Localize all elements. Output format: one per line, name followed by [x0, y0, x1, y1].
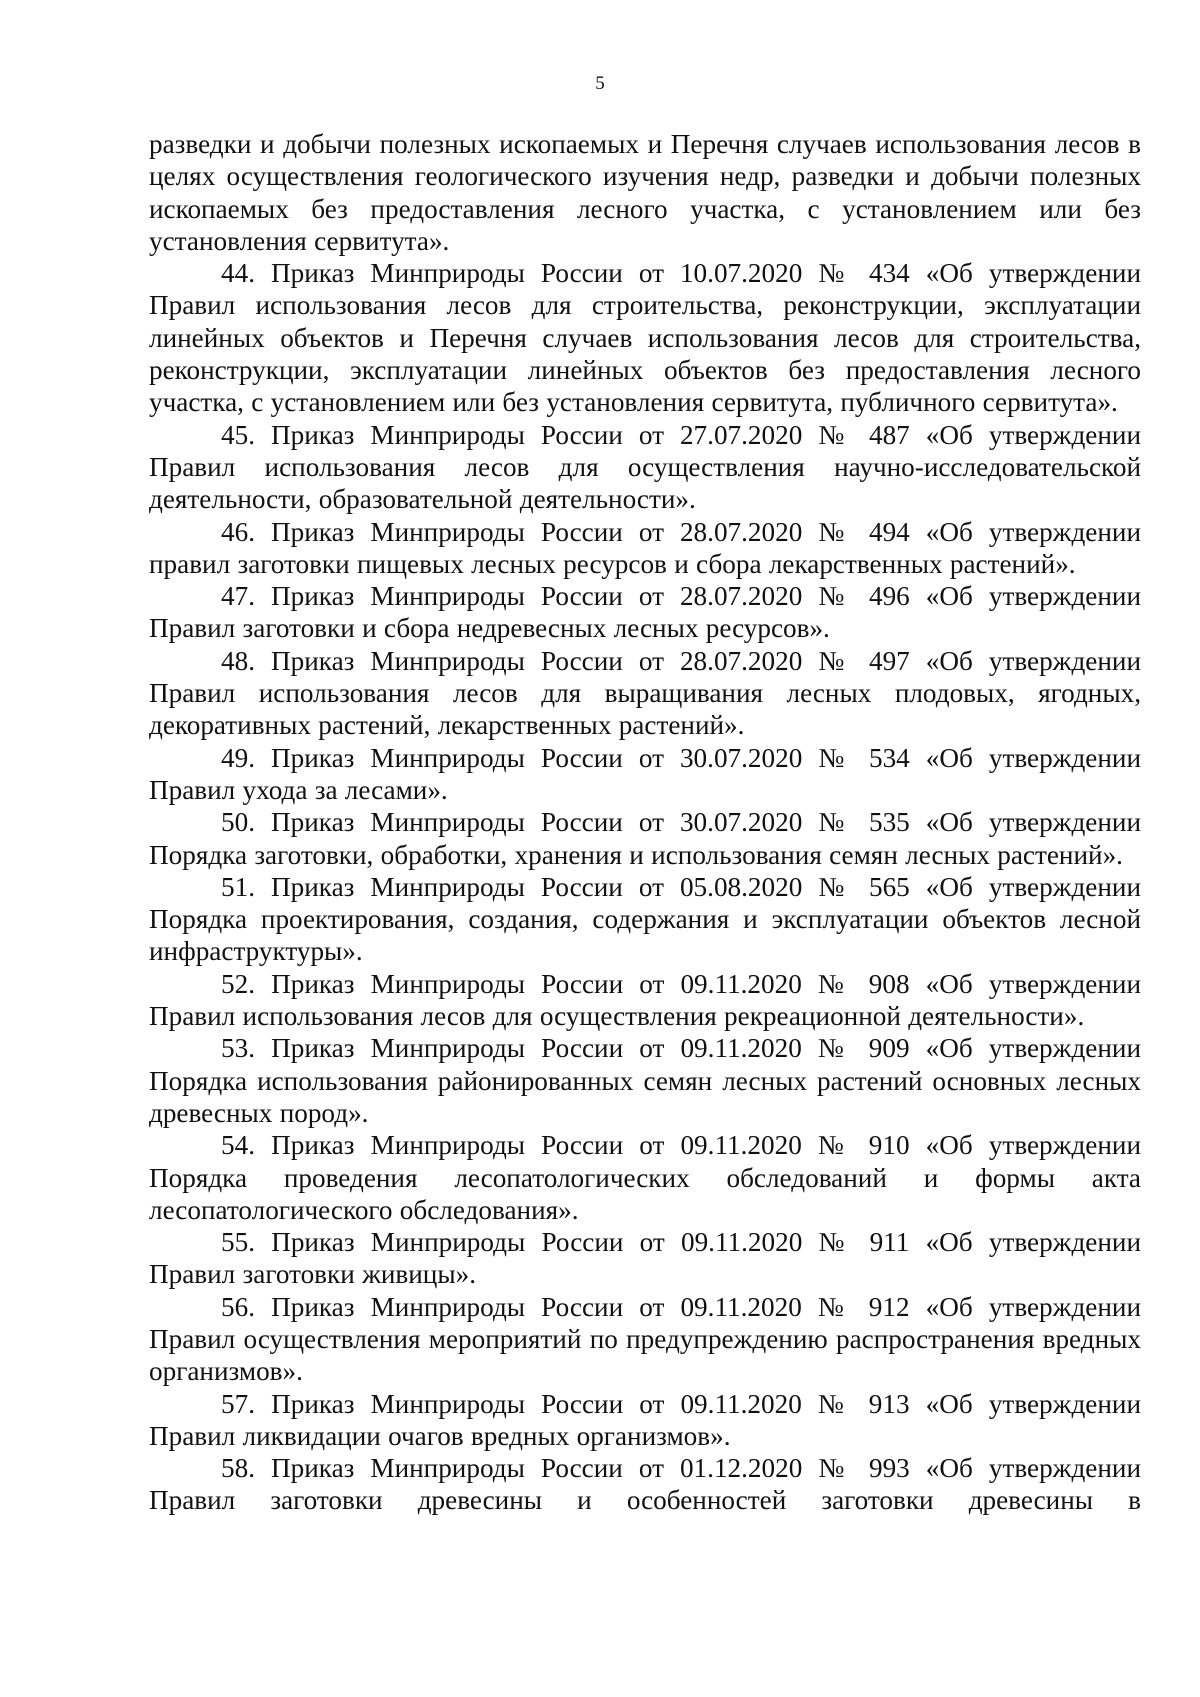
list-item-51: 51. Приказ Минприроды России от 05.08.2020 № 565 «Об утверждении Порядка проектирования, создания, содержания и эксплуатации объектов лесной инфраструктуры». — [149, 871, 1141, 967]
list-item-44: 44. Приказ Минприроды России от 10.07.2020 № 434 «Об утверждении Правил использования лесов для строительства, реконструкции, эксплуатации линейных объектов и Перечня случаев использования лесов для строительства, реконструкции, эксплуатации линейных объектов без предоставления лесного участка, с установлением или без установления сервитута, публичного сервитута». — [149, 258, 1141, 418]
list-item-48: 48. Приказ Минприроды России от 28.07.2020 № 497 «Об утверждении Правил использования лесов для выращивания лесных плодовых, ягодных, декоративных растений, лекарственных растений». — [149, 645, 1141, 741]
document-body — [149, 128, 1141, 1517]
list-item-52: 52. Приказ Минприроды России от 09.11.2020 № 908 «Об утверждении Правил использования лесов для осуществления рекреационной деятельности». — [149, 968, 1141, 1032]
list-item-47: 47. Приказ Минприроды России от 28.07.2020 № 496 «Об утверждении Правил заготовки и сбора недревесных лесных ресурсов». — [149, 581, 1141, 644]
list-item-49: 49. Приказ Минприроды России от 30.07.2020 № 534 «Об утверждении Правил ухода за лесами». — [149, 742, 1141, 805]
list-item-56: 56. Приказ Минприроды России от 09.11.2020 № 912 «Об утверждении Правил осуществления мероприятий по предупреждению распространения вредных организмов». — [149, 1291, 1141, 1387]
list-item-54: 54. Приказ Минприроды России от 09.11.2020 № 910 «Об утверждении Порядка проведения лесопатологических обследований и формы акта лесопатологического обследования». — [149, 1130, 1141, 1225]
list-item-57: 57. Приказ Минприроды России от 09.11.2020 № 913 «Об утверждении Правил ликвидации очагов вредных организмов». — [149, 1388, 1141, 1451]
list-item-45: 45. Приказ Минприроды России от 27.07.2020 № 487 «Об утверждении Правил использования лесов для осуществления научно-исследовательской деятельности, образовательной деятельности». — [149, 419, 1141, 515]
list-item-46: 46. Приказ Минприроды России от 28.07.2020 № 494 «Об утверждении правил заготовки пищевых лесных ресурсов и сбора лекарственных растений». — [149, 516, 1141, 579]
list-item-50: 50. Приказ Минприроды России от 30.07.2020 № 535 «Об утверждении Порядка заготовки, обработки, хранения и использования семян лесных растений». — [149, 807, 1141, 870]
paragraph-continuation: разведки и добычи полезных ископаемых и Перечня случаев использования лесов в целях осуществления геологического изучения недр, разведки и добычи полезных ископаемых без предоставления лесного участка, с установлением или без установления сервитута». — [149, 129, 1141, 256]
page-number: 5 — [595, 73, 605, 94]
list-item-55: 55. Приказ Минприроды России от 09.11.2020 № 911 «Об утверждении Правил заготовки живицы». — [149, 1227, 1141, 1290]
list-item-58: 58. Приказ Минприроды России от 01.12.2020 № 993 «Об утверждении Правил заготовки древесины и особенностей заготовки древесины в — [149, 1453, 1141, 1516]
list-item-53: 53. Приказ Минприроды России от 09.11.2020 № 909 «Об утверждении Порядка использования районированных семян лесных растений основных лесных древесных пород». — [149, 1033, 1141, 1128]
